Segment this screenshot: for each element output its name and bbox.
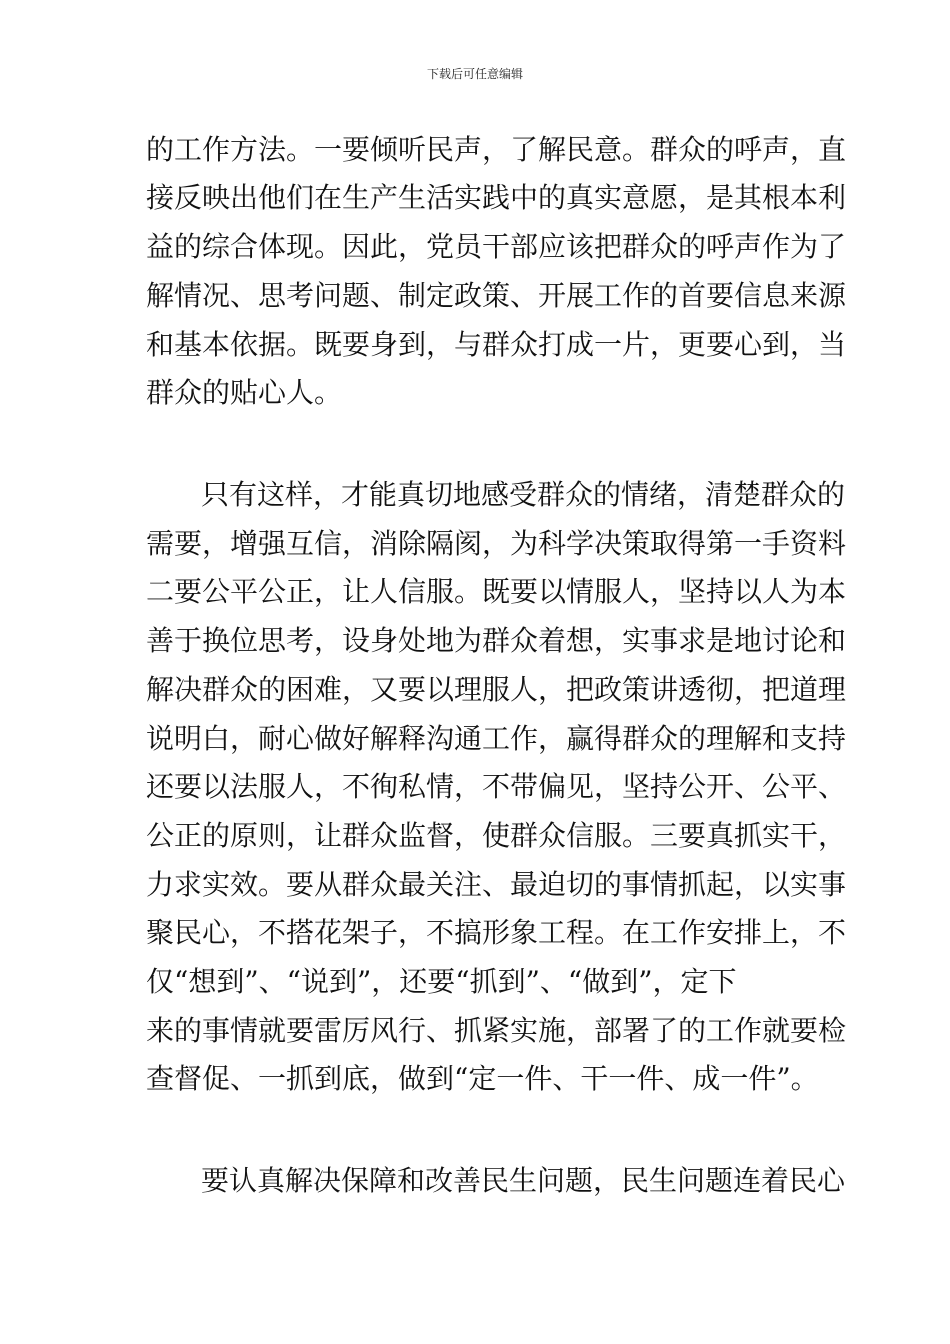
text-line: 的工作方法。一要倾听民声，了解民意。群众的呼声，直 — [146, 133, 847, 166]
text-line: 说明白，耐心做好解释沟通工作，赢得群众的理解和支持 — [146, 722, 847, 755]
text-line: 善于换位思考，设身处地为群众着想，实事求是地讨论和 — [146, 624, 847, 657]
text-line: 解决群众的困难，又要以理服人，把政策讲透彻，把道理 — [146, 673, 847, 706]
text-line: 二要公平公正，让人信服。既要以情服人，坚持以人为本 — [146, 575, 847, 608]
text-line: 仅“想到”、“说到”，还要“抓到”、“做到”，定下 — [146, 965, 737, 998]
text-line: 查督促、一抓到底，做到“定一件、干一件、成一件”。 — [146, 1062, 819, 1095]
text-line: 群众的贴心人。 — [146, 376, 343, 409]
text-line: 接反映出他们在生产生活实践中的真实意愿，是其根本利 — [146, 181, 847, 214]
text-line: 聚民心，不搭花架子，不搞形象工程。在工作安排上，不 — [146, 916, 847, 949]
text-line: 只有这样，才能真切地感受群众的情绪，清楚群众的 — [201, 478, 846, 511]
text-line: 公正的原则，让群众监督，使群众信服。三要真抓实干， — [146, 819, 847, 852]
text-line: 要认真解决保障和改善民生问题，民生问题连着民心 — [201, 1164, 846, 1197]
text-line: 解情况、思考问题、制定政策、开展工作的首要信息来源 — [146, 279, 847, 312]
text-line: 需要，增强互信，消除隔阂，为科学决策取得第一手资料 — [146, 527, 847, 560]
page-header: 下载后可任意编辑 — [426, 67, 523, 81]
text-line: 来的事情就要雷厉风行、抓紧实施，部署了的工作就要检 — [146, 1014, 847, 1047]
text-line: 还要以法服人，不徇私情，不带偏见，坚持公开、公平、 — [146, 770, 847, 803]
text-line: 和基本依据。既要身到，与群众打成一片，更要心到，当 — [146, 328, 847, 361]
text-line: 益的综合体现。因此，党员干部应该把群众的呼声作为了 — [146, 230, 847, 263]
text-line: 力求实效。要从群众最关注、最迫切的事情抓起，以实事 — [146, 868, 847, 901]
